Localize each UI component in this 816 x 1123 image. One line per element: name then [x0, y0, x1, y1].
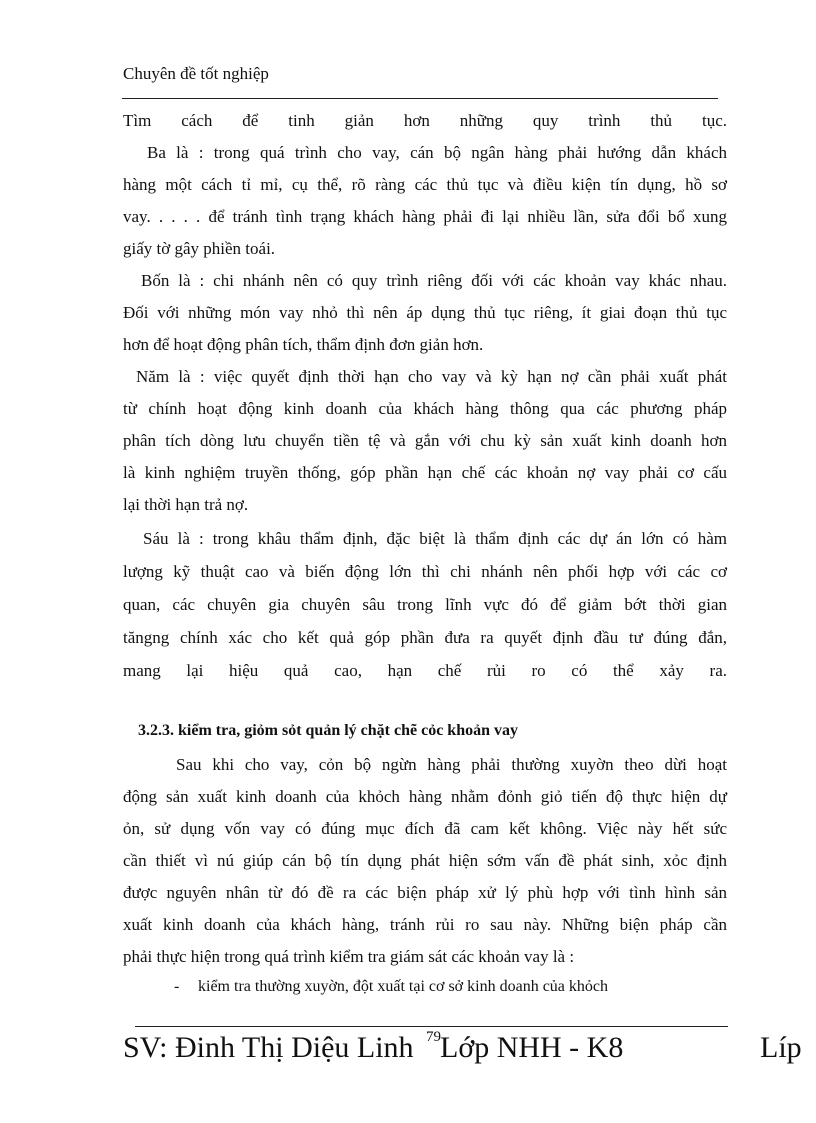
text-line: Đối với những món vay nhỏ thì nên áp dụng thủ tục riêng, ít giai đoạn thủ tục [123, 303, 727, 322]
footer-rule [135, 1026, 728, 1027]
text-line: động sản xuất kinh doanh của khỏch hàng nhằm đỏnh giỏ tiến độ thực hiện dự [123, 787, 727, 806]
text-line: phải thực hiện trong quá trình kiểm tra giám sát các khoản vay là : [123, 947, 575, 966]
text-line: Sau khi cho vay, cỏn bộ ngừn hàng phải thường xuyờn theo dừi hoạt [176, 755, 727, 774]
text-line: cần thiết vì nú giúp cán bộ tín dụng phát hiện sớm vấn đề phát sinh, xỏc định [123, 851, 727, 870]
text-line: tăngng chính xác cho kết quả góp phần đưa ra quyết định đầu tư đúng đắn, [123, 628, 727, 647]
text-line: giấy tờ gây phiền toái. [123, 239, 276, 258]
bullet-marker: - [174, 978, 180, 995]
text-line: mang lại hiệu quả cao, hạn chế rủi ro có thể xảy ra. [123, 661, 727, 680]
page-header: Chuyên đề tốt nghiệp [123, 64, 269, 83]
text-line: Ba là : trong quá trình cho vay, cán bộ ngân hàng phải hướng dẫn khách [147, 143, 727, 162]
text-line: từ chính hoạt động kinh doanh của khách hàng thông qua các phương pháp [123, 399, 727, 418]
text-line: ỏn, sử dụng vốn vay có đúng mục đích đã cam kết không. Việc này hết sức [123, 819, 727, 838]
header-rule [122, 98, 718, 99]
section-heading: 3.2.3. kiểm tra, giỏm sỏt quản lý chặt chẽ cỏc khoản vay [138, 722, 518, 739]
text-line: lại thời hạn trả nợ. [123, 495, 249, 514]
footer-trailing: Líp [760, 1031, 802, 1064]
text-line: hàng một cách tỉ mỉ, cụ thể, rõ ràng các thủ tục và điều kiện tín dụng, hồ sơ [123, 175, 727, 194]
footer-student: SV: Đinh Thị Diệu Linh [123, 1031, 414, 1064]
text-line: là kinh nghiệm truyền thống, góp phần hạn chế các khoản nợ vay phải cơ cấu [123, 463, 727, 482]
text-line: Tìm cách để tinh giản hơn những quy trình thủ tục. [123, 111, 727, 130]
text-line: quan, các chuyên gia chuyên sâu trong lĩnh vực đó để giảm bớt thời gian [123, 595, 727, 614]
page-number: 79 [426, 1029, 441, 1045]
text-line: phân tích dòng lưu chuyển tiền tệ và gắn với chu kỳ sản xuất kinh doanh hơn [123, 431, 727, 450]
text-line: Bốn là : chi nhánh nên có quy trình riêng đối với các khoản vay khác nhau. [141, 271, 727, 290]
text-line: Năm là : việc quyết định thời hạn cho vay và kỳ hạn nợ cần phải xuất phát [136, 367, 727, 386]
text-line: lượng kỹ thuật cao và biến động lớn thì chi nhánh nên phối hợp với các cơ [123, 562, 727, 581]
text-line: xuất kinh doanh của khách hàng, tránh rủi ro sau này. Những biện pháp cần [123, 915, 727, 934]
text-line: được nguyên nhân từ đó đề ra các biện pháp xử lý phù hợp với tình hình sản [123, 883, 727, 902]
bullet-text: kiểm tra thường xuyờn, đột xuất tại cơ sở kinh doanh của khỏch [198, 978, 608, 995]
text-line: hơn để hoạt động phân tích, thẩm định đơn giản hơn. [123, 335, 484, 354]
footer-class: Lớp NHH - K8 [440, 1031, 624, 1064]
text-line: vay. . . . . để tránh tình trạng khách hàng phải đi lại nhiều lần, sửa đổi bổ xung [123, 207, 727, 226]
text-line: Sáu là : trong khâu thẩm định, đặc biệt là thẩm định các dự án lớn có hàm [143, 529, 727, 548]
